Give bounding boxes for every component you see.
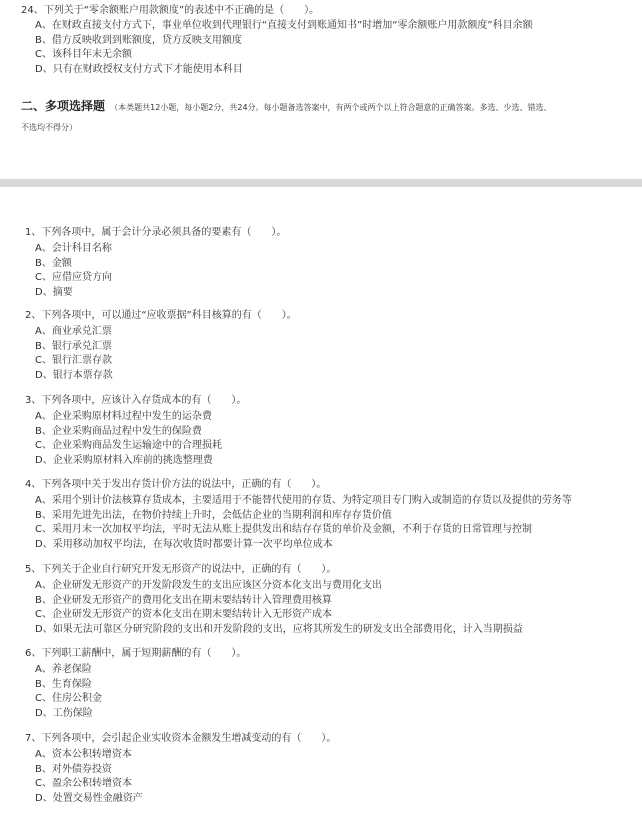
question-3 bbox=[0, 394, 642, 468]
option: C、应借应贷方向 bbox=[35, 272, 112, 284]
question-4 bbox=[0, 478, 642, 552]
question-2 bbox=[0, 309, 642, 383]
option: A、在财政直接支付方式下，事业单位收到代理银行“直接支付到账通知书”时增加“零余额账户用款额度”科目余额 bbox=[35, 20, 533, 31]
question-7 bbox=[0, 732, 642, 806]
question-stem: 5、下列关于企业自行研究开发无形资产的说法中，正确的有（ ）。 bbox=[25, 564, 337, 575]
option: D、采用移动加权平均法，在每次收货时都要计算一次平均单位成本 bbox=[35, 538, 333, 550]
question-5 bbox=[0, 563, 642, 637]
option: A、会计科目名称 bbox=[35, 243, 112, 254]
section-divider bbox=[0, 179, 642, 187]
question-stem: 7、下列各项中，会引起企业实收资本金额发生增减变动的有（ ）。 bbox=[25, 733, 337, 744]
option: B、对外债券投资 bbox=[35, 763, 112, 775]
question-stem: 4、下列各项中关于发出存货计价方法的说法中，正确的有（ ）。 bbox=[25, 479, 327, 490]
option: D、如果无法可靠区分研究阶段的支出和开发阶段的支出，应将其所发生的研发支出全部费用化，计入当期损益 bbox=[35, 623, 523, 635]
option: D、工伤保险 bbox=[35, 707, 93, 719]
option: B、采用先进先出法，在物价持续上升时，会低估企业的当期利润和库存存货价值 bbox=[35, 509, 392, 521]
option: C、企业研发无形资产的资本化支出在期末要结转计入无形资产成本 bbox=[35, 609, 332, 621]
question-stem: 2、下列各项中，可以通过“应收票据”科目核算的有（ ）。 bbox=[25, 310, 297, 321]
section-note-continued: 不选均不得分） bbox=[21, 123, 77, 132]
question-24 bbox=[0, 4, 642, 77]
option: B、生育保险 bbox=[35, 678, 92, 690]
question-stem: 3、下列各项中，应该计入存货成本的有（ ）。 bbox=[25, 395, 247, 406]
question-6 bbox=[0, 647, 642, 721]
option: D、处置交易性金融资产 bbox=[35, 792, 143, 804]
option: C、该科目年末无余额 bbox=[35, 49, 132, 61]
option: A、养老保险 bbox=[35, 664, 92, 675]
option: D、只有在财政授权支付方式下才能使用本科目 bbox=[35, 63, 243, 75]
option: A、企业研发无形资产的开发阶段发生的支出应该区分资本化支出与费用化支出 bbox=[35, 580, 382, 591]
option: B、银行承兑汇票 bbox=[35, 340, 112, 352]
option: C、银行汇票存款 bbox=[35, 355, 112, 367]
option: C、采用月末一次加权平均法，平时无法从账上提供发出和结存存货的单价及金额，不利于存货的日常管理与控制 bbox=[35, 524, 532, 536]
option: C、盈余公积转增资本 bbox=[35, 778, 132, 790]
section-header bbox=[21, 95, 631, 114]
option: A、采用个别计价法核算存货成本，主要适用于不能替代使用的存货、为特定项目专门购入或制造的存货以及提供的劳务等 bbox=[35, 495, 572, 506]
option: D、摘要 bbox=[35, 286, 73, 298]
option: C、企业采购商品发生运输途中的合理损耗 bbox=[35, 440, 222, 452]
question-stem: 1、下列各项中，属于会计分录必须具备的要素有（ ）。 bbox=[25, 227, 287, 238]
section-title: 二、多项选择题 bbox=[21, 99, 106, 113]
option: D、企业采购原材料入库前的挑选整理费 bbox=[35, 454, 213, 466]
question-stem: 6、下列职工薪酬中，属于短期薪酬的有（ ）。 bbox=[25, 648, 247, 659]
section-note: （本类题共12小题，每小题2分，共24分。每小题备选答案中，有两个或两个以上符合题意的正确答案。多选、少选、错选、 bbox=[110, 103, 552, 112]
option: B、金额 bbox=[35, 257, 72, 269]
option: B、企业研发无形资产的费用化支出在期末要结转计入管理费用核算 bbox=[35, 594, 332, 606]
option: A、企业采购原材料过程中发生的运杂费 bbox=[35, 411, 212, 422]
option: C、住房公积金 bbox=[35, 693, 102, 705]
option: A、商业承兑汇票 bbox=[35, 326, 112, 337]
option: B、企业采购商品过程中发生的保险费 bbox=[35, 425, 202, 437]
question-1 bbox=[0, 226, 642, 300]
option: D、银行本票存款 bbox=[35, 369, 113, 381]
option: A、资本公积转增资本 bbox=[35, 749, 132, 760]
option: B、借方反映收到到账额度，贷方反映支用额度 bbox=[35, 34, 242, 46]
question-stem: 24、下列关于“零余额账户用款额度”的表述中不正确的是（ ）。 bbox=[21, 5, 320, 16]
